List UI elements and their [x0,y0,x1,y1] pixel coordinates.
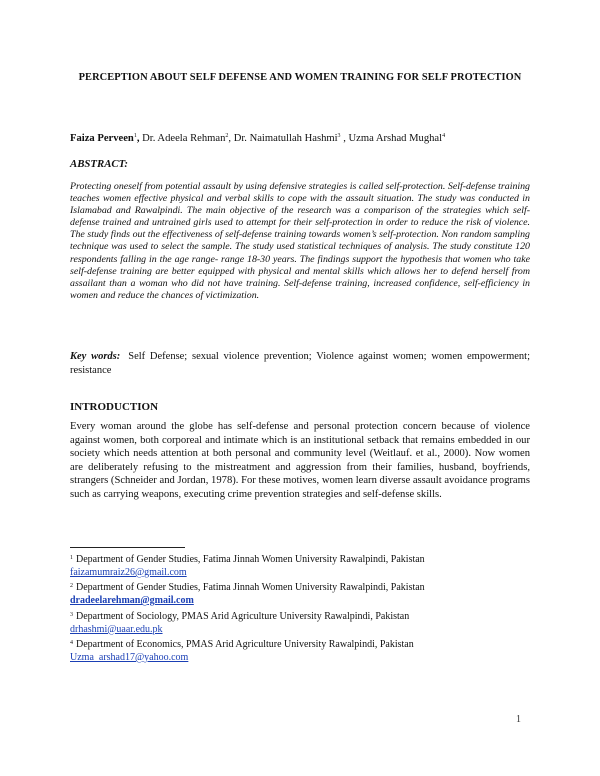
author [234,133,349,144]
keywords-label: Key words: [70,351,121,362]
author-list [70,133,445,144]
footnote-email-link[interactable]: faizamumraiz26@gmail.com [70,566,187,578]
keywords-text: Self Defense; sexual violence prevention; Violence against women; women empowerment; resistance [70,351,530,376]
author-name: Uzma Arshad Mughal [348,133,443,144]
footnote-affiliation: Department of Gender Studies, Fatima Jinnah Women University Rawalpindi, Pakistan [76,554,425,565]
footnote-email-link[interactable]: drhashmi@uaar.edu.pk [70,623,163,635]
footnote-email-link[interactable]: dradeelarehman@gmail.com [70,595,194,607]
footnote [70,580,530,607]
footnote [70,609,530,636]
author-affil-mark: 2 [225,133,229,139]
footnote-email-link[interactable]: Uzma_arshad17@yahoo.com [70,651,189,663]
footnote-divider [70,547,185,548]
abstract-text: Protecting oneself from potential assault by using defensive strategies is called self-protection. Self-defense training teaches women effective physical and verbal skills to cope with the assault situation. The study was conducted in Islamabad and Rawalpindi. The main objective of the research was a comparison of the strategies which self-defense trained and untrained girls used to attempt for their self-protection in order to reduce the risk of violence. The study finds out the effectiveness of self-defense training towards women’s self-protection. Non random sampling technique was used to select the sample. The study used statistical techniques of analysis. The study constitute 120 respondents falling in the age range- range 18-30 years. The findings support the hypothesis that women who take self-defense training are better equipped with physical and mental skills which allows her to defend herself from assailant than a woman who did not have training. Self-defense training, increased confidence, self-efficiency in women and reduce the chances of victimization. [70,181,530,301]
paper-title: PERCEPTION ABOUT SELF DEFENSE AND WOMEN TRAINING FOR SELF PROTECTION [78,72,522,83]
author [349,133,446,144]
introduction-text: Every woman around the globe has self-defense and personal protection concern because of violence against women, both corporeal and intimate which is an institutional setback that remains embedded in our society which needs attention at both personal and community level (Weitlauf. et al., 2000). Now women are deliberately refusing to the mistreatment and aggression from their families, husband, boyfriends, strangers (Schneider and Jordan, 1978). For these motives, women learn diverse assault avoidance programs such as carrying weapons, executing crime prevention strategies and self-defense skills. [70,421,530,500]
section-heading-introduction: INTRODUCTION [70,401,159,413]
footnote [70,552,530,579]
footnote-affiliation: Department of Economics, PMAS Arid Agriculture University Rawalpindi, Pakistan [76,639,414,651]
author-separator: , [340,133,349,144]
author-name: Faiza Perveen [70,133,134,144]
author-name: Dr. Naimatullah Hashmi [233,133,338,144]
author-affil-mark: 3 [337,133,341,139]
footnote-affiliation: Department of Sociology, PMAS Arid Agriculture University Rawalpindi, Pakistan [76,610,410,622]
keywords [70,350,530,378]
footnotes [70,552,530,666]
author [70,133,142,144]
footnote-number: 2 [70,583,73,590]
author-separator: , [228,133,234,144]
footnote-affiliation: Department of Gender Studies, Fatima Jinnah Women University Rawalpindi, Pakistan [76,582,425,594]
footnote-number: 3 [70,611,73,618]
author [142,133,234,144]
footnote [70,637,530,664]
abstract-heading: ABSTRACT: [70,158,128,170]
author-affil-mark: 1 [133,133,137,139]
author-affil-mark: 4 [442,133,446,139]
author-name: Dr. Adeela Rehman [142,133,226,144]
author-separator: , [136,133,143,144]
page-number: 1 [516,714,521,725]
footnote-number: 1 [70,555,73,561]
footnote-number: 4 [70,640,73,647]
